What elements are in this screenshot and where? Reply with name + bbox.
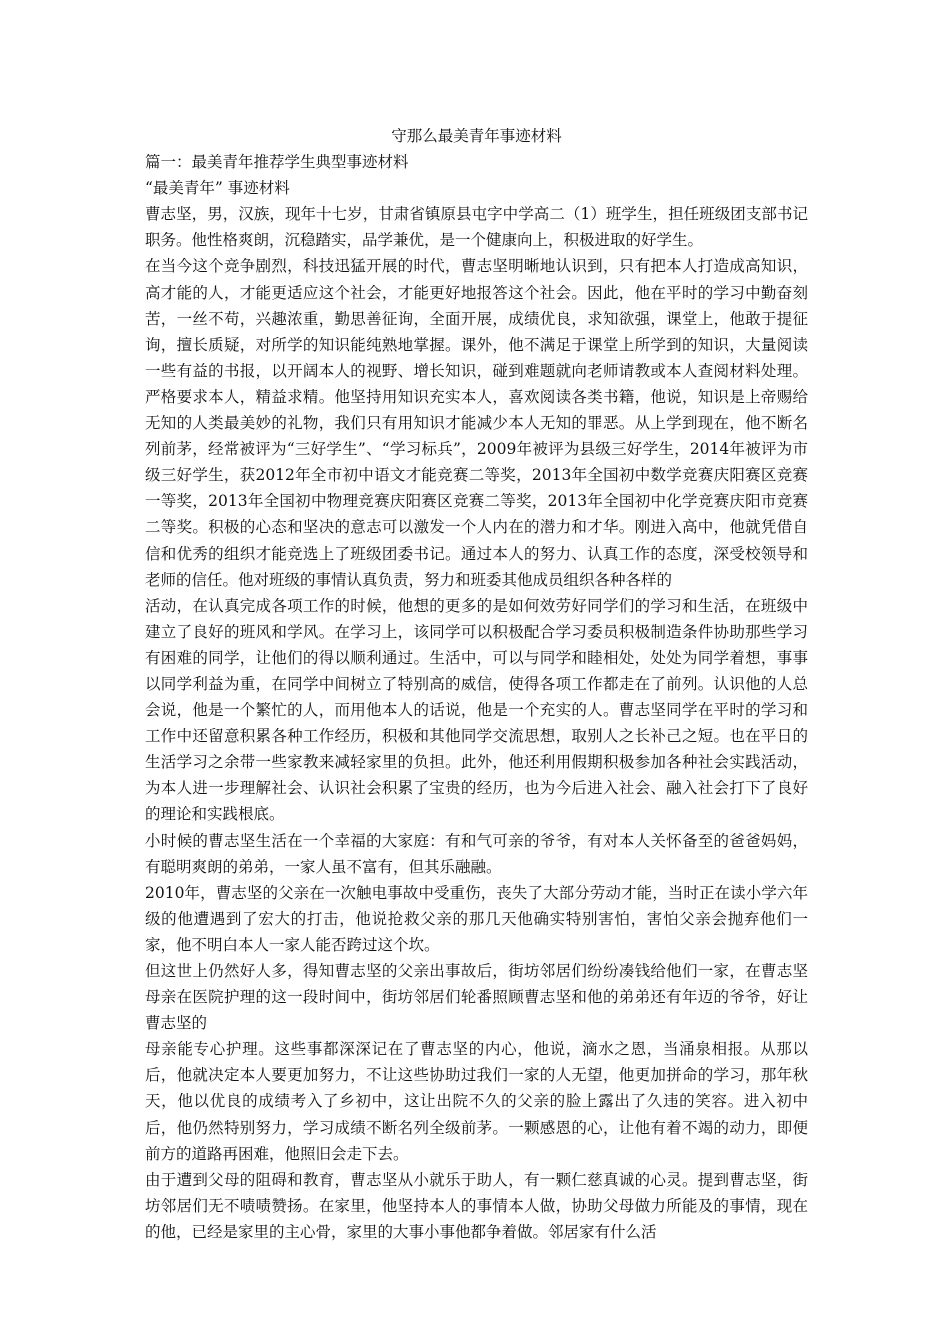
paragraph: 由于遭到父母的阻碍和教育，曹志坚从小就乐于助人，有一颗仁慈真诚的心灵。提到曹志坚，街坊邻居们无不啧啧赞扬。在家里，他坚持本人的事情本人做，协助父母做力所能及的事情，现在的他，已经是家里的主心骨，家里的大事小事他都争着做。邻居家有什么活 bbox=[145, 1170, 808, 1241]
paragraph: 小时候的曹志坚生活在一个幸福的大家庭：有和气可亲的爷爷，有对本人关怀备至的爸爸妈妈，有聪明爽朗的弟弟，一家人虽不富有，但其乐融融。 bbox=[145, 831, 808, 876]
paragraph: 在当今这个竞争剧烈，科技迅猛开展的时代，曹志坚明晰地认识到，只有把本人打造成高知识，高才能的人，才能更适应这个社会，才能更好地报答这个社会。因此，他在平时的学习中勤奋刻苦，一丝不苟，兴趣浓重，勤思善征询，全面开展，成绩优良，求知欲强，课堂上，他敢于提征询，擅长质疑，对所学的知识能纯熟地掌握。课外，他不满足于课堂上所学到的知识，大量阅读一些有益的书报，以开阔本人的视野、增长知识，碰到难题就向老师请教或本人查阅材料处理。严格要求本人，精益求精。他坚持用知识充实本人，喜欢阅读各类书籍，他说，知识是上帝赐给无知的人类最美妙的礼物，我们只有用知识才能减少本人无知的罪恶。从上学到现在，他不断名列前茅，经常被评为“三好学生”、“学习标兵”，2009年被评为县级三好学生，2014年被评为市级三好学生，获2012年全市初中语文才能竞赛二等奖，2013年全国初中数学竞赛庆阳赛区竞赛一等奖，2013年全国初中物理竞赛庆阳赛区竞赛二等奖，2013年全国初中化学竞赛庆阳市竞赛二等奖。积极的心态和坚决的意志可以激发一个人内在的潜力和才华。刚进入高中，他就凭借自信和优秀的组织才能竞选上了班级团委书记。通过本人的努力、认真工作的态度，深受校领导和老师的信任。他对班级的事情认真负责，努力和班委其他成员组织各种各样的 bbox=[145, 257, 808, 589]
paragraph: 2010年，曹志坚的父亲在一次触电事故中受重伤，丧失了大部分劳动才能，当时正在读小学六年级的他遭遇到了宏大的打击，他说抢救父亲的那几天他确实特别害怕，害怕父亲会抛弃他们一家，他不明白本人一家人能否跨过这个坎。 bbox=[145, 883, 808, 954]
paragraph: 但这世上仍然好人多，得知曹志坚的父亲出事故后，街坊邻居们纷纷凑钱给他们一家，在曹志坚母亲在医院护理的这一段时间中，街坊邻居们轮番照顾曹志坚和他的弟弟还有年迈的爷爷，好让曹志坚的 bbox=[145, 962, 808, 1033]
document-body bbox=[145, 123, 808, 1245]
document-title: 守那么最美青年事迹材料 bbox=[391, 127, 562, 145]
paragraph: 母亲能专心护理。这些事都深深记在了曹志坚的内心，他说，滴水之恩，当涌泉相报。从那以后，他就决定本人要更加努力，不让这些协助过我们一家的人无望，他更加拼命的学习，那年秋天，他以优良的成绩考入了乡初中，这让出院不久的父亲的脸上露出了久违的笑容。进入初中后，他仍然特别努力，学习成绩不断名列全级前茅。一颗感恩的心，让他有着不竭的动力，即便前方的道路再困难，他照旧会走下去。 bbox=[145, 1040, 808, 1163]
paragraph-subtitle: 篇一：最美青年推荐学生典型事迹材料 bbox=[145, 153, 409, 172]
paragraph-heading: “最美青年” 事迹材料 bbox=[145, 179, 290, 198]
paragraph: 曹志坚，男，汉族，现年十七岁，甘肃省镇原县屯字中学高二（1）班学生，担任班级团支部书记职务。他性格爽朗，沉稳踏实，品学兼优，是一个健康向上，积极进取的好学生。 bbox=[145, 205, 808, 250]
paragraph: 活动，在认真完成各项工作的时候，他想的更多的是如何效劳好同学们的学习和生活，在班级中建立了良好的班风和学风。在学习上，该同学可以积极配合学习委员积极制造条件协助那些学习有困难的同学，让他们的得以顺利通过。生活中，可以与同学和睦相处，处处为同学着想，事事以同学利益为重，在同学中间树立了特别高的威信，使得各项工作都走在了前列。认识他的人总会说，他是一个繁忙的人，而用他本人的话说，他是一个充实的人。曹志坚同学在平时的学习和工作中还留意积累各种工作经历，积极和其他同学交流思想，取别人之长补己之短。也在平日的生活学习之余带一些家教来减轻家里的负担。此外，他还利用假期积极参加各种社会实践活动，为本人进一步理解社会、认识社会积累了宝贵的经历，也为今后进入社会、融入社会打下了良好的理论和实践根底。 bbox=[145, 596, 808, 824]
